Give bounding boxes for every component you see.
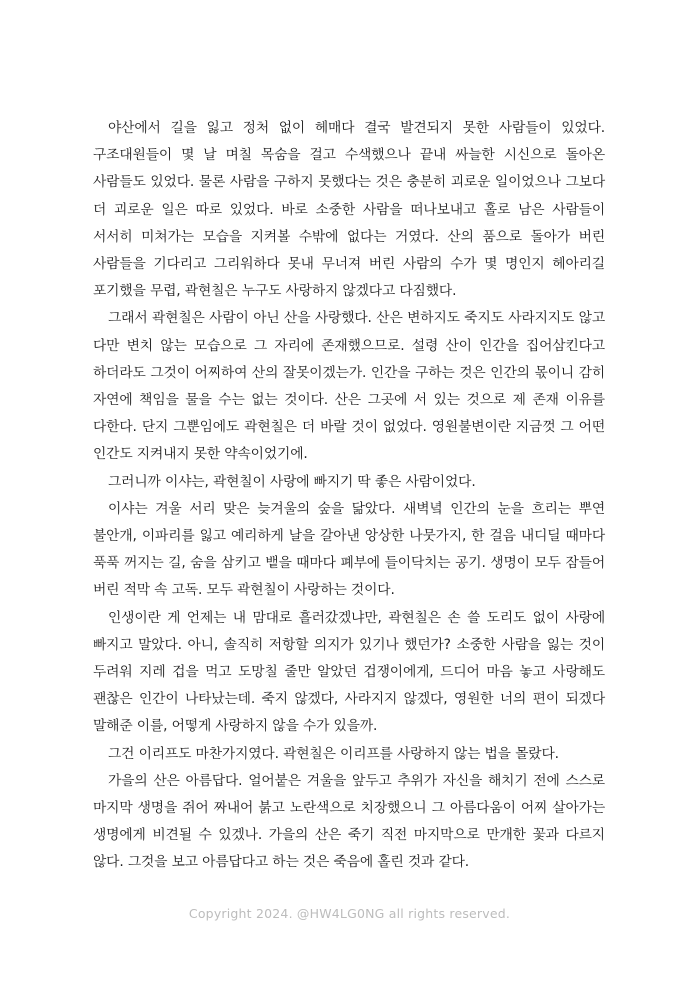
paragraph-3: 그러니까 이샤는, 곽현칠이 사랑에 빠지기 딱 좋은 사람이었다. [108,473,476,490]
paragraph-6: 그건 이리프도 마찬가지였다. 곽현칠은 이리프를 사랑하지 않는 법을 몰랐다. [108,745,559,762]
paragraph-1: 야산에서 길을 잃고 정처 없이 헤매다 결국 발견되지 못한 사람들이 있었다. 구조대원들이 몇 날 며칠 목숨을 걸고 수색했으나 끝내 싸늘한 시신으로 돌아온 사람들도 있었다. 물론 사람을 구하지 못했다는 것은 충분히 괴로운 일이었으나 그보다 더 괴로운 일은 따로 있었다. 바로 소중한 사람을 떠나보내고 홀로 남은 사람들이 서서히 미쳐가는 모습을 지켜볼 수밖에 없다는 거였다. 산의 품으로 돌아가 버린 사람들을 기다리고 그리워하다 못내 무너져 버린 사람의 수가 몇 명인지 헤아리길 포기했을 무렵, 곽현칠은 누구도 사랑하지 않겠다고 다짐했다. [93,120,605,300]
paragraph-4: 이샤는 겨울 서리 맞은 늦겨울의 숲을 닮았다. 새벽녘 인간의 눈을 흐리는 뿌연 불안개, 이파리를 잃고 예리하게 날을 갈아낸 앙상한 나뭇가지, 한 걸음 내디딜 때마다 푹푹 꺼지는 길, 숨을 삼키고 뱉을 때마다 폐부에 들이닥치는 공기. 생명이 모두 잠들어 버린 적막 속 고독. 모두 곽현칠이 사랑하는 것이다. [93,500,605,599]
paragraph-2: 그래서 곽현칠은 사람이 아닌 산을 사랑했다. 산은 변하지도 죽지도 사라지지도 않고 다만 변치 않는 모습으로 그 자리에 존재했으므로. 설령 산이 인간을 집어삼킨다고 하더라도 그것이 어찌하여 산의 잘못이겠는가. 인간을 구하는 것은 인간의 몫이니 감히 자연에 책임을 물을 수는 없는 것이다. 산은 그곳에 서 있는 것으로 제 존재 이유를 다한다. 단지 그뿐임에도 곽현칠은 더 바랄 것이 없었다. 영원불변이란 지금껏 그 어떤 인간도 지켜내지 못한 약속이었기에. [93,310,605,463]
copyright-footer: Copyright 2024. @HW4LG0NG all rights reserved. [188,906,511,921]
document-body [93,115,605,877]
paragraph-7: 가을의 산은 아름답다. 얼어붙은 겨울을 앞두고 추위가 자신을 해치기 전에 스스로 마지막 생명을 쥐어 짜내어 붉고 노란색으로 치장했으니 그 아름다움이 어찌 살아가는 생명에게 비견될 수 있겠나. 가을의 산은 죽기 직전 마지막으로 만개한 꽃과 다르지 않다. 그것을 보고 아름답다고 하는 것은 죽음에 홀린 것과 같다. [93,772,605,871]
paragraph-5: 인생이란 게 언제는 내 맘대로 흘러갔겠냐만, 곽현칠은 손 쓸 도리도 없이 사랑에 빠지고 말았다. 아니, 솔직히 저항할 의지가 있기나 했던가? 소중한 사람을 잃는 것이 두려워 지레 겁을 먹고 도망칠 줄만 알았던 겁쟁이에게, 드디어 마음 놓고 사랑해도 괜찮은 인간이 나타났는데. 죽지 않겠다, 사라지지 않겠다, 영원한 너의 편이 되겠다 말해준 이를, 어떻게 사랑하지 않을 수가 있을까. [93,609,605,735]
